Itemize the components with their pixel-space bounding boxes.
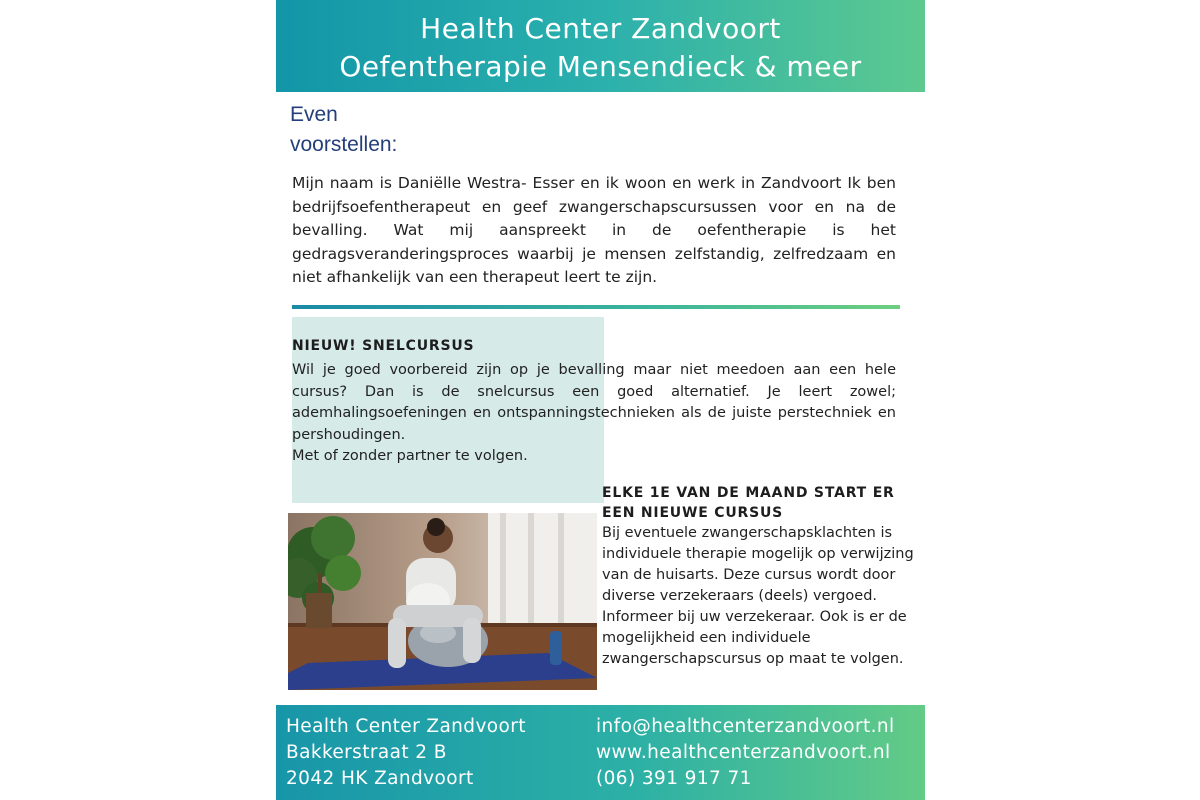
intro-heading-line1: Even [290, 103, 338, 126]
header-subtitle: Oefentherapie Mensendieck & meer [339, 50, 862, 83]
footer-street: Bakkerstraat 2 B [286, 742, 447, 763]
flyer-page [276, 0, 925, 800]
footer-name: Health Center Zandvoort [286, 716, 526, 737]
cursus-paragraph: Bij eventuele zwangerschapsklachten is individuele therapie mogelijk op verwijzing van de huisarts. Deze cursus wordt door diverse verzekeraars (deels) vergoed. Informeer bij uw verzekeraar. Ook is er de mogelijkheid een individuele zwangerschapscursus op maat te volgen. [602, 525, 914, 667]
header-title: Health Center Zandvoort [420, 12, 781, 45]
footer-banner [276, 705, 925, 800]
snelcursus-partner-note: Met of zonder partner te volgen. [292, 448, 528, 464]
intro-heading [290, 100, 440, 160]
footer-city: 2042 HK Zandvoort [286, 768, 474, 789]
snelcursus-heading: NIEUW! SNELCURSUS [292, 338, 475, 354]
section-divider [292, 305, 900, 309]
pregnant-woman-exercise-ball-photo [288, 513, 597, 690]
photo-illustration [288, 513, 597, 690]
footer-phone: (06) 391 917 71 [596, 768, 752, 789]
footer-website-link[interactable]: www.healthcenterzandvoort.nl [596, 742, 891, 763]
intro-heading-line2: voorstellen: [290, 133, 398, 156]
header-banner [276, 0, 925, 92]
footer-email-link[interactable]: info@healthcenterzandvoort.nl [596, 716, 895, 737]
intro-paragraph: Mijn naam is Daniëlle Westra- Esser en ik woon en werk in Zandvoort Ik ben bedrijfsoefentherapeut en geef zwangerschapscursussen voor en na de bevalling. Wat mij aanspreekt in de oefentherapie is het gedragsveranderingsproces waarbij je mensen zelfstandig, zelfredzaam en niet afhankelijk van een therapeut leert te zijn. [292, 174, 896, 286]
snelcursus-paragraph [292, 360, 896, 468]
cursus-heading: ELKE 1E VAN DE MAAND START ER EEN NIEUWE CURSUS [602, 485, 895, 521]
snelcursus-text: Wil je goed voorbereid zijn op je bevalling maar niet meedoen aan een hele cursus? Dan is de snelcursus een goed alternatief. Je leert zowel; ademhalingsoefeningen en ontspanningstechnieken als de juiste perstechniek en pershoudingen. [292, 362, 896, 443]
